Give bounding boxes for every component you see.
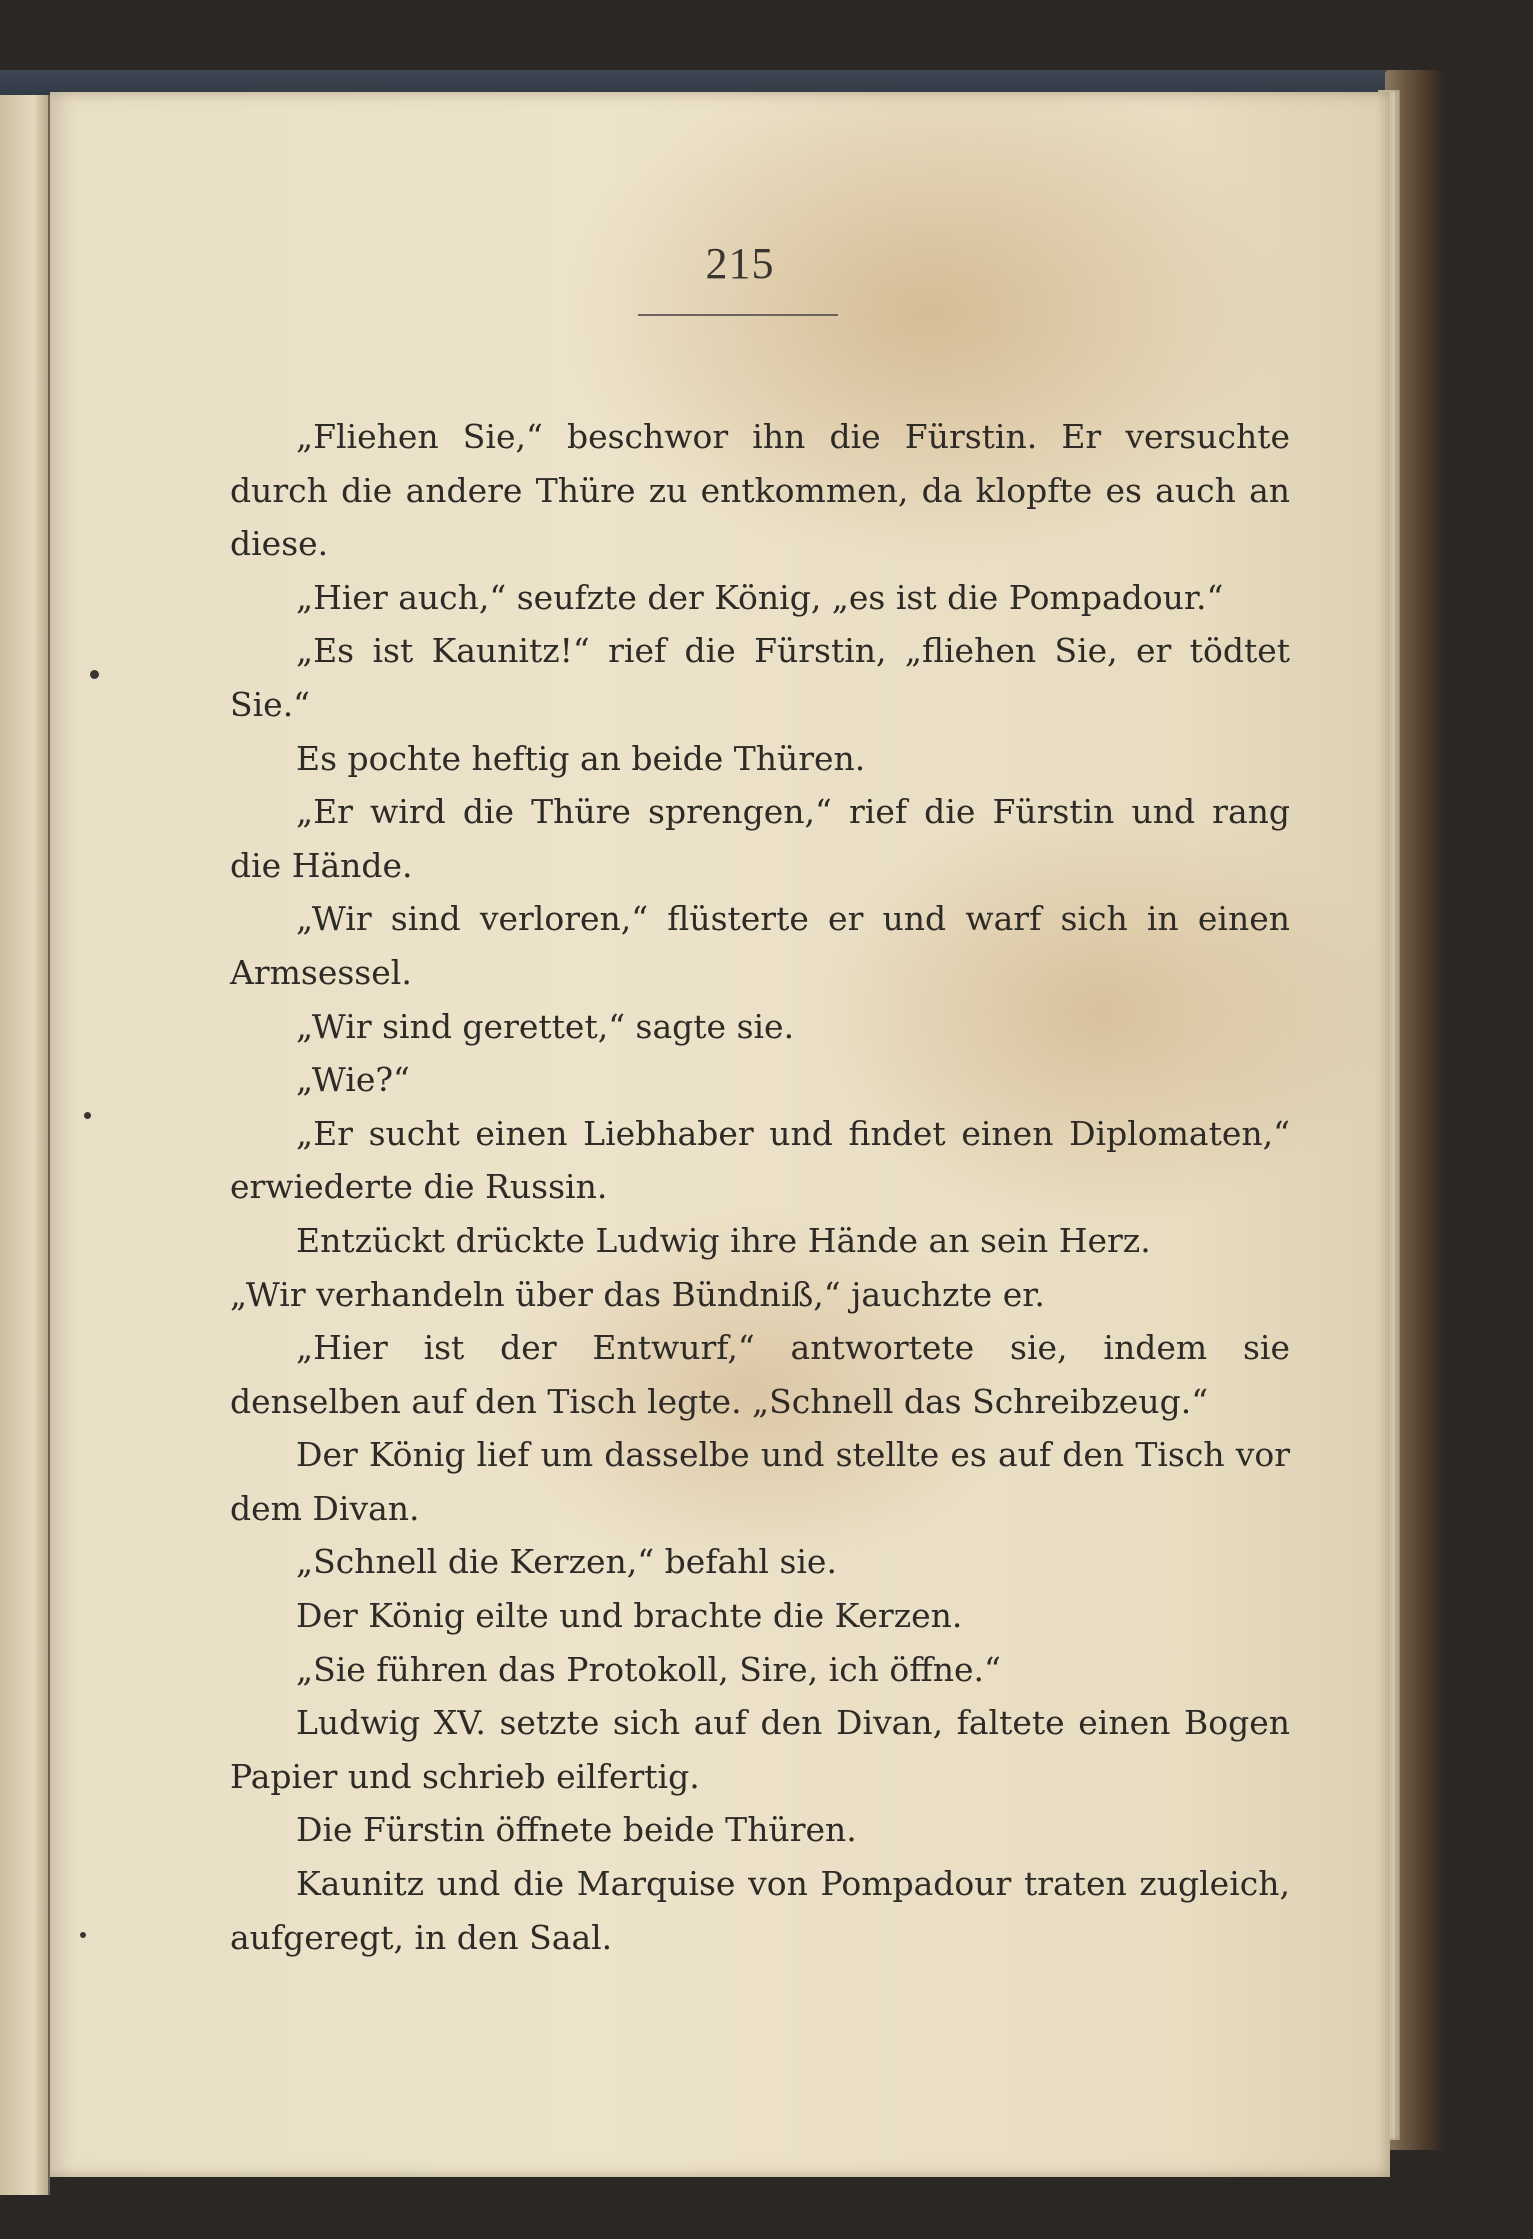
paragraph: Kaunitz und die Marquise von Pompadour traten zugleich, aufgeregt, in den Saal. [230,1864,1290,1957]
page-text-body [230,410,1290,1964]
paragraph: „Wir sind verloren,“ flüsterte er und warf sich in einen Armsessel. [230,899,1290,992]
page-number: 215 [705,239,775,288]
paragraph: „Sie führen das Protokoll, Sire, ich öffne.“ [296,1649,1001,1689]
paragraph: „Fliehen Sie,“ beschwor ihn die Fürstin. Er versuchte durch die andere Thüre zu entkommen, da klopfte es auch an diese. [230,417,1290,564]
previous-page-edge [0,95,50,2195]
paragraph: „Wie?“ [296,1060,410,1100]
paper-speck [84,1112,91,1119]
paragraph: Die Fürstin öffnete beide Thüren. [296,1810,857,1850]
paper-speck [80,1932,86,1938]
paragraph: „Er sucht einen Liebhaber und findet einen Diplomaten,“ erwiederte die Russin. [230,1113,1290,1207]
paragraph: „Hier auch,“ seufzte der König, „es ist die Pompadour.“ [296,577,1224,617]
paragraph: „Hier ist der Entwurf,“ antwortete sie, indem sie denselben auf den Tisch legte. „Schnell das Schreibzeug.“ [230,1328,1290,1421]
page-number-rule [638,314,838,316]
paragraph: „Wir sind gerettet,“ sagte sie. [296,1006,795,1046]
paper-speck [90,670,99,679]
paragraph: „Wir verhandeln über das Bündniß,“ jauchzte er. [230,1274,1045,1314]
paragraph: „Schnell die Kerzen,“ befahl sie. [296,1542,837,1582]
book-page [50,92,1390,2177]
paragraph: „Es ist Kaunitz!“ rief die Fürstin, „fliehen Sie, er tödtet Sie.“ [230,631,1290,724]
paragraph: Der König eilte und brachte die Kerzen. [296,1596,963,1636]
paragraph: Der König lief um dasselbe und stellte es auf den Tisch vor dem Divan. [230,1435,1290,1528]
paragraph: Entzückt drückte Ludwig ihre Hände an sein Herz. [296,1220,1151,1260]
paragraph: „Er wird die Thüre sprengen,“ rief die Fürstin und rang die Hände. [230,792,1290,885]
paragraph: Ludwig XV. setzte sich auf den Divan, faltete einen Bogen Papier und schrieb eilfertig. [230,1703,1290,1796]
paragraph: Es pochte heftig an beide Thüren. [296,738,866,778]
